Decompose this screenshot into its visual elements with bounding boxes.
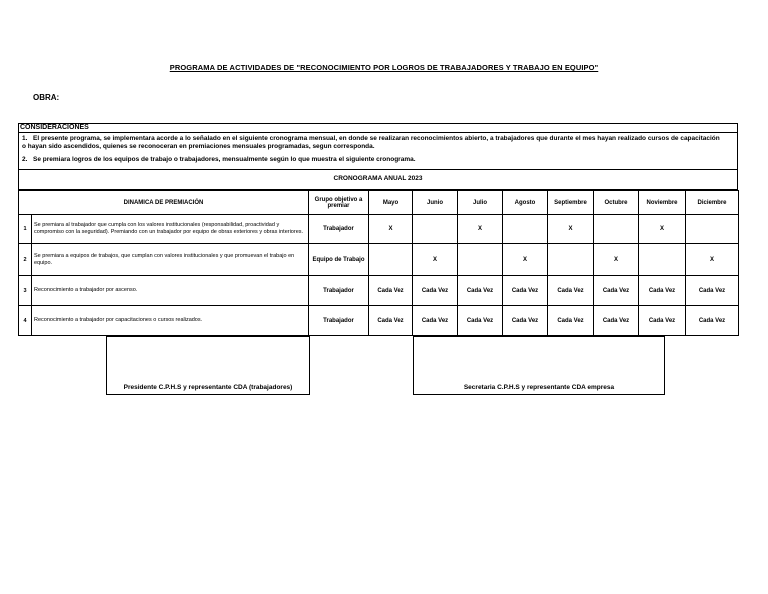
schedule-cell: X bbox=[686, 244, 739, 276]
schedule-cell: X bbox=[458, 215, 503, 244]
schedule-cell: Cada Vez bbox=[413, 276, 458, 306]
table-row bbox=[19, 244, 739, 276]
schedule-cell: Cada Vez bbox=[594, 276, 639, 306]
signature-label-left: Presidente C.P.H.S y representante CDA (trabajadores) bbox=[123, 384, 293, 391]
col-dinamica-header: DINAMICA DE PREMIACIÓN bbox=[19, 191, 309, 215]
schedule-cell bbox=[548, 244, 594, 276]
row-grupo: Trabajador bbox=[309, 276, 369, 306]
schedule-cell: X bbox=[594, 244, 639, 276]
schedule-cell: X bbox=[548, 215, 594, 244]
cronograma-title: CRONOGRAMA ANUAL 2023 bbox=[18, 170, 738, 190]
consideration-text: El presente programa, se implementara acorde a lo señalado en el siguiente cronograma mensual, en donde se realizaran reconocimientos abierto, a trabajadores que durante el mes hayan realizado cursos de capacitación o hayan sido ascendidos, quienes se reconoceran en premiaciones mensuales programadas, segun corresponda. bbox=[22, 135, 720, 150]
month-header: Diciembre bbox=[686, 191, 739, 215]
row-number: 4 bbox=[19, 306, 32, 336]
consideration-item-1 bbox=[22, 135, 722, 151]
schedule-cell bbox=[503, 215, 548, 244]
month-header: Mayo bbox=[369, 191, 413, 215]
schedule-cell: Cada Vez bbox=[639, 276, 686, 306]
considerations-box bbox=[18, 132, 738, 170]
obra-label: OBRA: bbox=[33, 93, 60, 102]
row-number: 3 bbox=[19, 276, 32, 306]
table-row bbox=[19, 215, 739, 244]
table-header-row bbox=[19, 191, 739, 215]
row-description: Se premiara al trabajador que cumpla con los valores institucionales (responsabilidad, proactividad y compromiso con la seguridad). Premiando con un trabajador por equipo de obras exteriores y obras interiores. bbox=[32, 215, 309, 244]
consideration-num: 2. bbox=[22, 156, 28, 163]
document-title: PROGRAMA DE ACTIVIDADES DE "RECONOCIMIENTO POR LOGROS DE TRABAJADORES Y TRABAJO EN EQUIPO" bbox=[169, 63, 599, 72]
schedule-cell: X bbox=[369, 215, 413, 244]
month-header: Agosto bbox=[503, 191, 548, 215]
schedule-cell: Cada Vez bbox=[503, 306, 548, 336]
schedule-cell: X bbox=[639, 215, 686, 244]
month-header: Junio bbox=[413, 191, 458, 215]
considerations-header: CONSIDERACIONES bbox=[18, 123, 738, 132]
schedule-cell: X bbox=[503, 244, 548, 276]
schedule-cell bbox=[594, 215, 639, 244]
schedule-cell bbox=[458, 244, 503, 276]
schedule-cell: Cada Vez bbox=[639, 306, 686, 336]
schedule-cell: Cada Vez bbox=[548, 306, 594, 336]
schedule-cell: Cada Vez bbox=[369, 306, 413, 336]
schedule-cell: Cada Vez bbox=[594, 306, 639, 336]
month-header: Noviembre bbox=[639, 191, 686, 215]
table-row bbox=[19, 306, 739, 336]
schedule-table bbox=[18, 190, 739, 336]
schedule-cell: Cada Vez bbox=[413, 306, 458, 336]
table-row bbox=[19, 276, 739, 306]
row-grupo: Equipo de Trabajo bbox=[309, 244, 369, 276]
schedule-cell bbox=[639, 244, 686, 276]
schedule-cell bbox=[369, 244, 413, 276]
month-header: Septiembre bbox=[548, 191, 594, 215]
consideration-text: Se premiara logros de los equipos de trabajo o trabajadores, mensualmente según lo que muestra el siguiente cronograma. bbox=[33, 156, 416, 163]
schedule-cell: Cada Vez bbox=[458, 306, 503, 336]
row-description: Se premiara a equipos de trabajos, que cumplan con valores institucionales y que promuevan el trabajo en equipo. bbox=[32, 244, 309, 276]
schedule-cell: X bbox=[413, 244, 458, 276]
col-grupo-header: Grupo objetivo a premiar bbox=[309, 191, 369, 215]
schedule-cell: Cada Vez bbox=[369, 276, 413, 306]
schedule-cell: Cada Vez bbox=[686, 276, 739, 306]
row-grupo: Trabajador bbox=[309, 306, 369, 336]
row-grupo: Trabajador bbox=[309, 215, 369, 244]
schedule-cell: Cada Vez bbox=[458, 276, 503, 306]
schedule-cell: Cada Vez bbox=[503, 276, 548, 306]
month-header: Julio bbox=[458, 191, 503, 215]
row-description: Reconocimiento a trabajador por ascenso. bbox=[32, 276, 309, 306]
month-header: Octubre bbox=[594, 191, 639, 215]
row-description: Reconocimiento a trabajador por capacitaciones o cursos realizados. bbox=[32, 306, 309, 336]
row-number: 1 bbox=[19, 215, 32, 244]
signature-label-right: Secretaria C.P.H.S y representante CDA empresa bbox=[463, 384, 615, 391]
schedule-cell: Cada Vez bbox=[686, 306, 739, 336]
schedule-cell: Cada Vez bbox=[548, 276, 594, 306]
schedule-cell bbox=[413, 215, 458, 244]
consideration-num: 1. bbox=[22, 135, 28, 142]
consideration-item-2 bbox=[22, 156, 722, 164]
row-number: 2 bbox=[19, 244, 32, 276]
schedule-cell bbox=[686, 215, 739, 244]
